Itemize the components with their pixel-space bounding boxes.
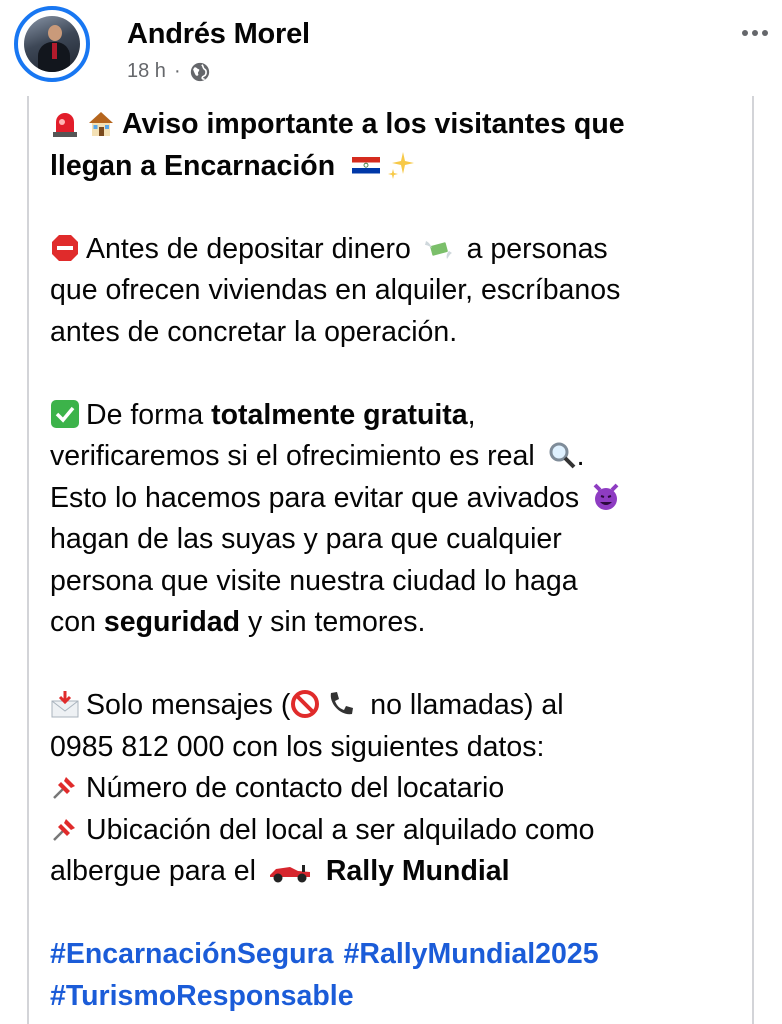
hashtag-encarnacion-segura[interactable]: #EncarnaciónSegura <box>50 938 334 970</box>
free-emphasis: totalmente gratuita <box>211 398 468 431</box>
author-name[interactable]: Andrés Morel <box>127 18 310 50</box>
hashtag-rally-mundial[interactable]: #RallyMundial2025 <box>343 938 599 970</box>
magnifying-glass-icon <box>547 440 577 470</box>
verification-text-e: hagan de las suyas y para que cualquier <box>50 523 562 555</box>
contact-item-2: Ubicación del local a ser alquilado como <box>86 813 595 846</box>
deposit-text-d: antes de concretar la operación. <box>50 315 458 348</box>
contact-text-a: Solo mensajes ( <box>86 689 291 721</box>
paragraph-verification <box>50 395 740 644</box>
money-with-wings-icon <box>423 233 453 263</box>
security-emphasis: seguridad <box>103 606 241 638</box>
race-car-icon <box>268 855 312 885</box>
contact-item-2b: albergue para el <box>50 855 256 887</box>
verification-text-g: con <box>50 606 96 638</box>
check-mark-icon <box>50 399 80 429</box>
pushpin-icon <box>50 814 80 844</box>
paraguay-flag-icon <box>351 150 381 180</box>
rally-emphasis: Rally Mundial <box>325 855 510 887</box>
card-border-right <box>752 96 754 1024</box>
contact-text-b: no llamadas) al <box>370 689 564 721</box>
verification-text-d: Esto lo hacemos para evitar que avivados <box>50 481 580 514</box>
more-options-icon[interactable] <box>742 30 768 36</box>
hashtag-turismo-responsable[interactable]: #TurismoResponsable <box>50 979 354 1012</box>
meta-separator: · <box>173 60 181 82</box>
pushpin-icon <box>50 772 80 802</box>
contact-item-1: Número de contacto del locatario <box>86 772 505 804</box>
siren-icon <box>50 108 80 138</box>
title-line-2: llegan a Encarnación <box>50 149 336 182</box>
post-title <box>50 104 740 187</box>
deposit-text-b: a personas <box>466 232 608 265</box>
contact-text-c: 0985 812 000 con los siguientes datos: <box>50 730 545 763</box>
avatar[interactable] <box>14 6 90 82</box>
post-header <box>0 0 782 96</box>
deposit-text-a: Antes de depositar dinero <box>86 232 411 265</box>
title-line-1: Aviso importante a los visitantes que <box>122 108 625 140</box>
envelope-arrow-icon <box>50 689 80 719</box>
smiling-devil-icon <box>591 482 621 512</box>
sparkles-icon <box>387 150 417 180</box>
globe-icon[interactable] <box>189 61 211 83</box>
hashtags <box>50 934 740 1017</box>
verification-text-c: verificaremos si el ofrecimiento es real <box>50 440 535 472</box>
post-body <box>50 104 740 1017</box>
post-meta <box>127 60 211 83</box>
verification-text-a: De forma <box>86 398 204 431</box>
card-border-left <box>27 96 29 1024</box>
verification-period: . <box>576 440 585 472</box>
paragraph-contact <box>50 685 740 893</box>
paragraph-deposit <box>50 229 740 354</box>
verification-text-g-end: y sin temores. <box>248 606 426 638</box>
profile-photo <box>24 16 80 72</box>
verification-comma: , <box>467 398 476 431</box>
house-icon <box>86 108 116 138</box>
stop-sign-icon <box>50 233 80 263</box>
verification-text-f: persona que visite nuestra ciudad lo haga <box>50 564 578 597</box>
phone-icon <box>326 689 356 719</box>
deposit-text-c: que ofrecen viviendas en alquiler, escríbanos <box>50 274 621 306</box>
no-entry-icon <box>290 689 320 719</box>
post-time[interactable]: 18 h <box>127 60 166 82</box>
